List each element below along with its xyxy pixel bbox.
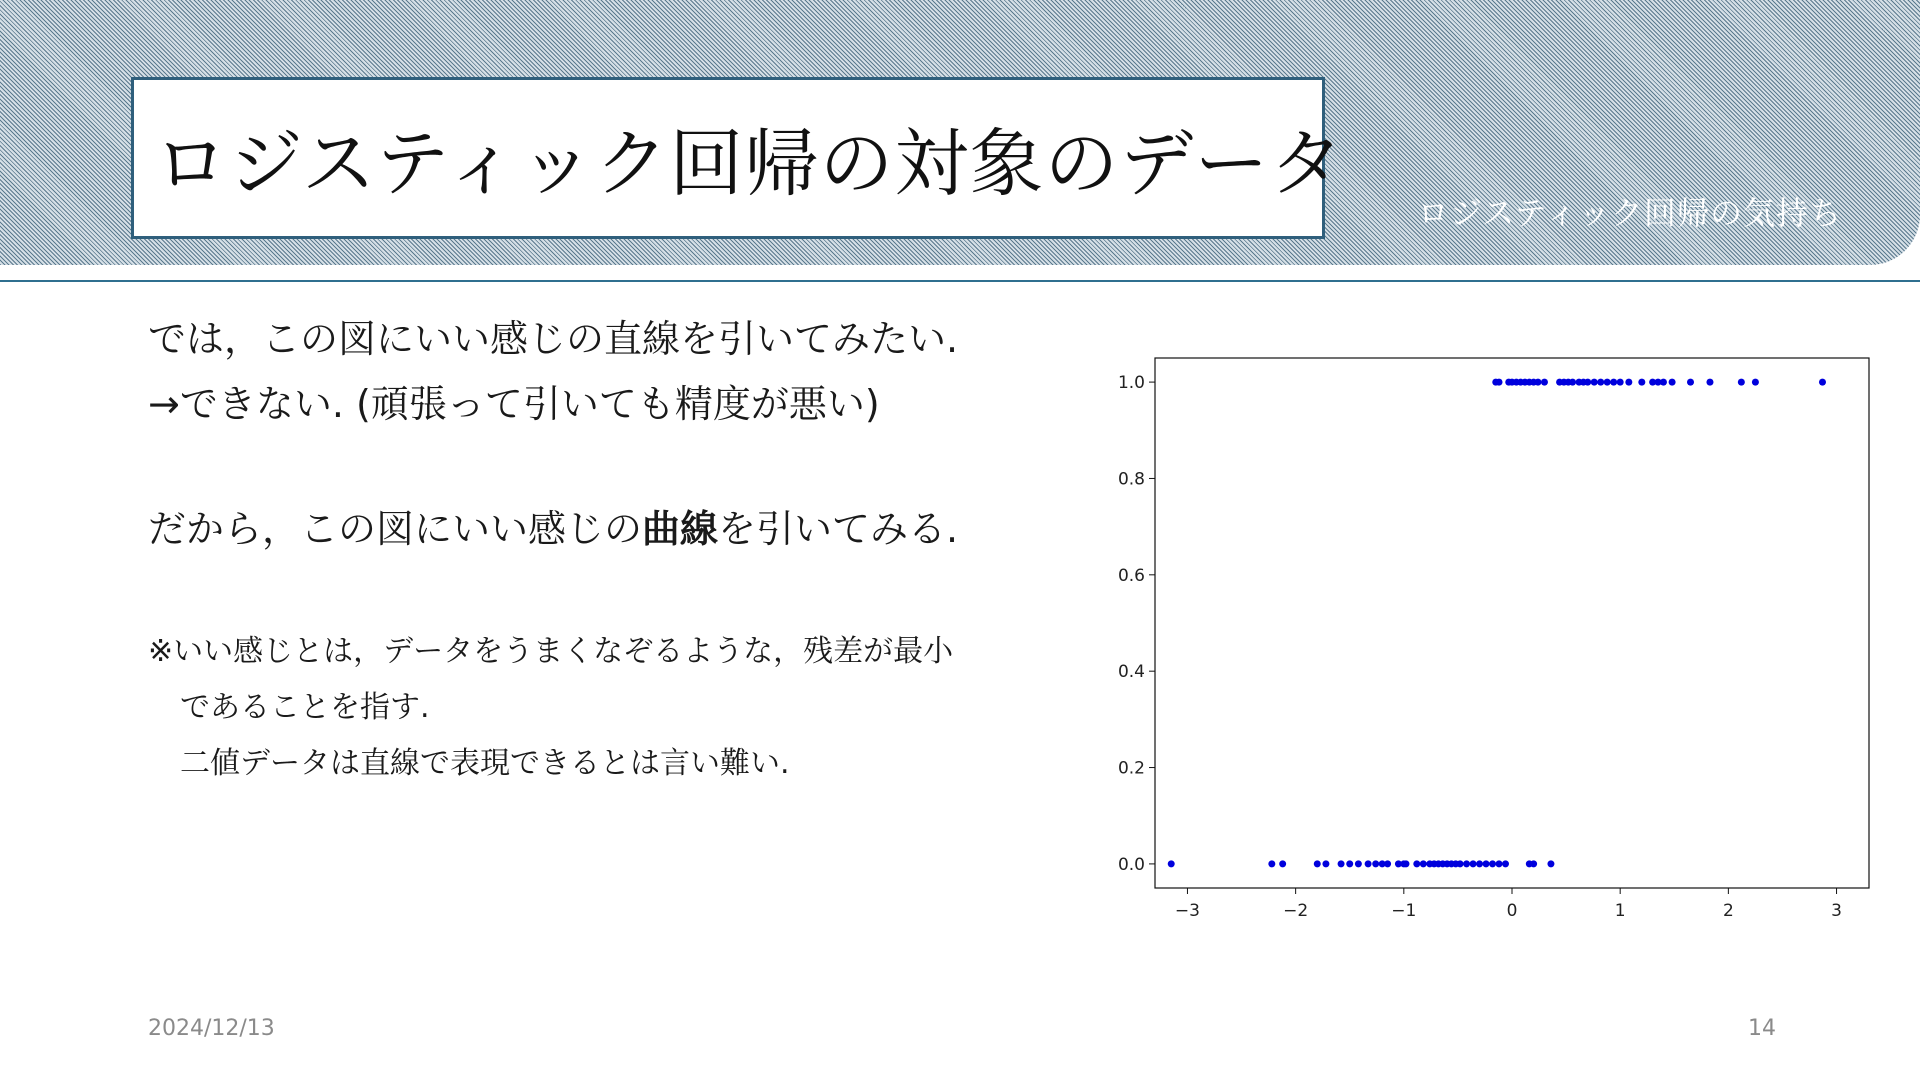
chart-points bbox=[1168, 379, 1826, 868]
y-tick-label: 1.0 bbox=[1117, 373, 1145, 394]
data-point bbox=[1706, 379, 1713, 386]
data-point bbox=[1365, 860, 1372, 867]
section-name: ロジスティック回帰の気持ち bbox=[1417, 194, 1842, 232]
header-divider bbox=[0, 280, 1920, 282]
x-tick-label: 0 bbox=[1506, 901, 1518, 921]
footer-date: 2024/12/13 bbox=[148, 1016, 275, 1041]
data-point bbox=[1669, 379, 1676, 386]
body-line-3-bold: 曲線 bbox=[642, 507, 719, 551]
body-line-3-pre: だから，この図にいい感じの bbox=[148, 507, 643, 551]
data-point bbox=[1584, 379, 1591, 386]
x-tick-label: −3 bbox=[1174, 901, 1200, 921]
data-point bbox=[1489, 860, 1496, 867]
data-point bbox=[1346, 860, 1353, 867]
data-point bbox=[1355, 860, 1362, 867]
data-point bbox=[1541, 379, 1548, 386]
data-point bbox=[1819, 379, 1826, 386]
plot-frame bbox=[1155, 358, 1869, 888]
data-point bbox=[1502, 860, 1509, 867]
y-tick-label: 0.6 bbox=[1117, 565, 1145, 586]
body-line-1: では，この図にいい感じの直線を引いてみたい. bbox=[148, 317, 959, 361]
body-line-3-post: を引いてみる. bbox=[718, 507, 959, 551]
data-point bbox=[1547, 860, 1554, 867]
data-point bbox=[1534, 379, 1541, 386]
note-line-2: であることを指す. bbox=[180, 690, 430, 725]
body-line-3 bbox=[148, 498, 958, 553]
data-point bbox=[1372, 860, 1379, 867]
data-point bbox=[1322, 860, 1329, 867]
data-point bbox=[1617, 379, 1624, 386]
note-line-1: ※いい感じとは，データをうまくなぞるような，残差が最小 bbox=[148, 634, 954, 669]
data-point bbox=[1610, 379, 1617, 386]
data-point bbox=[1463, 860, 1470, 867]
data-point bbox=[1476, 860, 1483, 867]
y-tick-label: 0.0 bbox=[1117, 854, 1145, 875]
data-point bbox=[1638, 379, 1645, 386]
data-point bbox=[1687, 379, 1694, 386]
data-point bbox=[1569, 379, 1576, 386]
data-point bbox=[1402, 860, 1409, 867]
chart-axes bbox=[1118, 373, 1842, 921]
data-point bbox=[1738, 379, 1745, 386]
data-point bbox=[1496, 379, 1503, 386]
y-tick-label: 0.4 bbox=[1117, 662, 1145, 683]
data-point bbox=[1457, 860, 1464, 867]
body-line-2: →できない. (頑張って引いても精度が悪い) bbox=[148, 382, 880, 426]
data-point bbox=[1604, 379, 1611, 386]
scatter-chart bbox=[1095, 345, 1885, 945]
y-tick-label: 0.2 bbox=[1117, 758, 1145, 779]
data-point bbox=[1420, 860, 1427, 867]
data-point bbox=[1413, 860, 1420, 867]
data-point bbox=[1168, 860, 1175, 867]
data-point bbox=[1591, 379, 1598, 386]
data-point bbox=[1660, 379, 1667, 386]
data-point bbox=[1268, 860, 1275, 867]
data-point bbox=[1314, 860, 1321, 867]
data-point bbox=[1483, 860, 1490, 867]
data-point bbox=[1752, 379, 1759, 386]
data-point bbox=[1470, 860, 1477, 867]
data-point bbox=[1338, 860, 1345, 867]
data-point bbox=[1597, 379, 1604, 386]
page-number: 14 bbox=[1748, 1016, 1776, 1041]
x-tick-label: −2 bbox=[1283, 901, 1309, 921]
slide-title: ロジスティック回帰の対象のデータ bbox=[154, 121, 1345, 207]
data-point bbox=[1496, 860, 1503, 867]
x-tick-label: 2 bbox=[1722, 901, 1734, 921]
data-point bbox=[1384, 860, 1391, 867]
data-point bbox=[1279, 860, 1286, 867]
data-point bbox=[1625, 379, 1632, 386]
x-tick-label: 1 bbox=[1614, 901, 1626, 921]
title-box bbox=[131, 77, 1345, 239]
x-tick-label: −1 bbox=[1391, 901, 1417, 921]
note-line-3: 二値データは直線で表現できるとは言い難い. bbox=[180, 746, 790, 781]
y-tick-label: 0.8 bbox=[1117, 469, 1145, 490]
x-tick-label: 3 bbox=[1831, 901, 1842, 921]
data-point bbox=[1530, 860, 1537, 867]
